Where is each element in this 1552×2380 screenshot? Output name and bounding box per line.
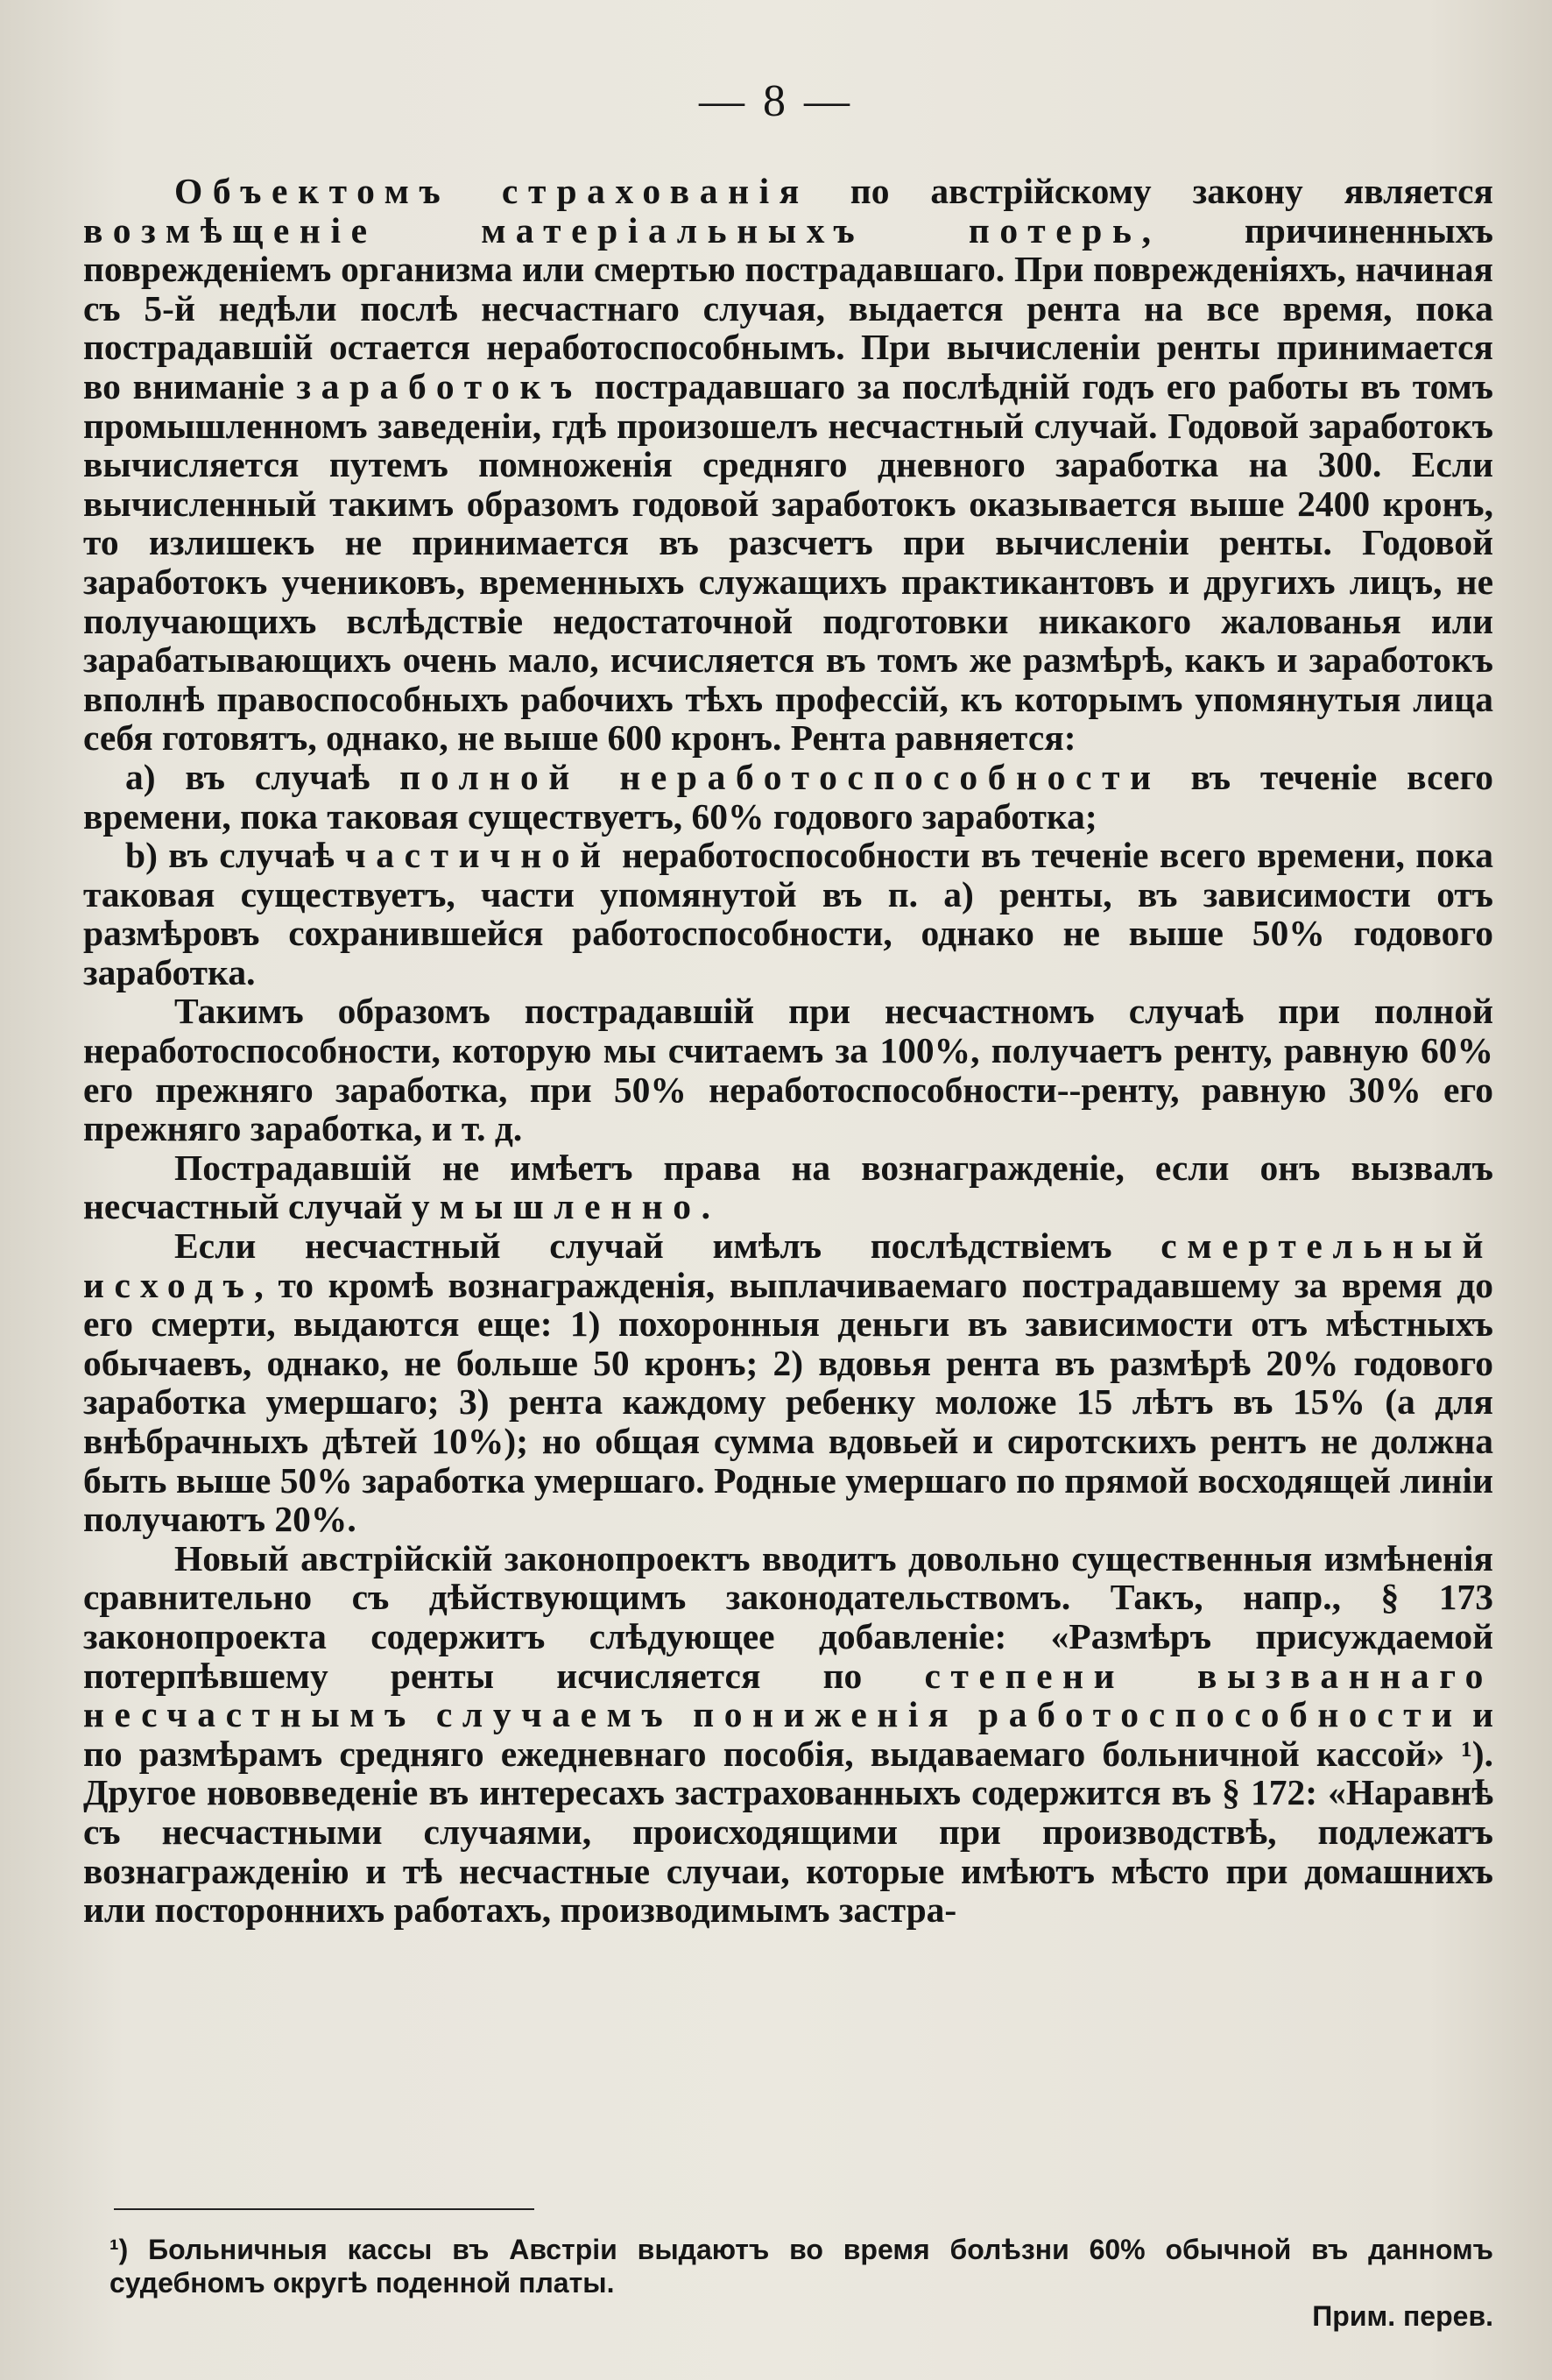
- text-run: Новый австрійскій законопроектъ вводитъ довольно существенныя измѣненія сравнительно съ дѣйствующимъ законодательствомъ. Такъ, напр., § 173 законопроекта содержитъ слѣдующее добавленіе: «Размѣръ присуждаемой потерпѣвшему ренты исчисляется по: [83, 1537, 1493, 1696]
- translator-note: Прим. перев.: [1312, 2300, 1493, 2332]
- text-run: а) въ случаѣ: [125, 756, 400, 797]
- paragraph: [83, 1539, 1493, 1930]
- footnote-divider: [114, 2208, 534, 2210]
- paragraph: [83, 172, 1493, 758]
- paragraph: [83, 836, 1493, 992]
- spaced-emphasis: Объектомъ страхованія: [174, 171, 809, 211]
- text-run: неработоспособности въ теченіе всего времени, пока таковая существуетъ, части упомянутой въ п. а) ренты, въ зависимости отъ размѣровъ сохранившейся работоспособности, однако не выше 50% годового заработка.: [83, 835, 1493, 992]
- text-run: по австрійскому закону является: [808, 171, 1493, 211]
- text-run: пострадавшаго за послѣдній годъ его работы въ томъ промышленномъ заведеніи, гдѣ произошелъ несчастный случай. Годовой заработокъ вычисляется путемъ помноженія средняго дневного заработка на 300. Если вычисленный такимъ образомъ годовой заработокъ оказывается выше 2400 кронъ, то излишекъ не принимается въ разсчетъ при вычисленіи ренты. Годовой заработокъ учениковъ, временныхъ служащихъ практикантовъ и другихъ лицъ, не получающихъ вслѣдствіе недостаточной подготовки никакого жалованья или зарабатывающихъ очень мало, исчисляется въ томъ же размѣрѣ, какъ и заработокъ вполнѣ правоспособныхъ рабочихъ тѣхъ профессій, къ которымъ упомянутыя лица себя готовятъ, однако, не выше 600 кронъ. Рента равняется:: [83, 365, 1493, 759]
- text-run: , причиненныхъ поврежденіемъ организма или смертью пострадавшаго. При поврежденіяхъ, начиная съ 5-й недѣли послѣ несчастнаго случая, выдается рента на все время, пока пострадавшій остается неработоспособнымъ. При вычисленіи ренты принимается во вниманіе: [83, 209, 1493, 406]
- paragraph: [83, 1148, 1493, 1226]
- footnote-text: ¹) Больничныя кассы въ Австріи выдаютъ во время болѣзни 60% обычной въ данномъ судебномъ округѣ поденной платы.: [109, 2234, 1493, 2299]
- spaced-emphasis: возмѣщеніе матеріальныхъ потерь: [83, 209, 1142, 251]
- text-run: , то кромѣ вознагражденія, выплачиваемаго пострадавшему за время до его смерти, выдаются еще: 1) похоронныя деньги въ зависимости отъ мѣстныхъ обычаевъ, однако, не больше 50 кронъ; 2) вдовья рента въ размѣрѣ 20% годового заработка умершаго; 3) рента каждому ребенку моложе 15 лѣтъ въ 15% (а для внѣбрачныхъ дѣтей 10%); но общая сумма вдовьей и сиротскихъ рентъ не должна быть выше 50% заработка умершаго. Родные умершаго по прямой восходящей линіи получаютъ 20%.: [83, 1264, 1493, 1540]
- text-run: Если несчастный случай имѣлъ послѣдствіемъ: [174, 1225, 1161, 1267]
- text-run: въ теченіе всего времени, пока таковая существуетъ, 60% годового заработка;: [83, 756, 1494, 837]
- footnote: [109, 2233, 1493, 2333]
- spaced-emphasis: умышленно: [411, 1186, 702, 1227]
- spaced-emphasis: полной неработоспособности: [399, 756, 1161, 797]
- spaced-emphasis: частичной: [345, 835, 611, 876]
- text-run: .: [701, 1186, 711, 1227]
- spaced-emphasis: заработокъ: [296, 365, 582, 406]
- text-run: Такимъ образомъ пострадавшій при несчастномъ случаѣ при полной неработоспособности, которую мы считаемъ за 100%, получаетъ ренту, равную 60% его прежняго заработка, при 50% неработоспособности--ренту, равную 30% его прежняго заработка, и т. д.: [83, 991, 1493, 1149]
- paragraph: [83, 992, 1493, 1148]
- paragraph: [83, 1226, 1493, 1539]
- page-number: — 8 —: [699, 76, 853, 126]
- text-run: и по размѣрамъ средняго ежедневнаго пособія, выдаваемаго больничной кассой» ¹). Другое нововведеніе въ интересахъ застрахованныхъ содержится въ § 172: «Наравнѣ съ несчастными случаями, происходящими при производствѣ, подлежатъ вознагражденію и тѣ несчастные случаи, которые имѣютъ мѣсто при домашнихъ или постороннихъ работахъ, производимымъ застра-: [83, 1694, 1493, 1931]
- main-text: [83, 172, 1493, 1930]
- paragraph: [83, 758, 1493, 836]
- spaced-emphasis: смертельный исходъ: [83, 1225, 1493, 1305]
- spaced-emphasis: степени вызваннаго несчастнымъ случаемъ пониженія работоспособности: [83, 1655, 1493, 1735]
- text-run: Пострадавшій не имѣетъ права на вознагражденіе, если онъ вызвалъ несчастный случай: [83, 1147, 1493, 1227]
- text-run: b) въ случаѣ: [125, 835, 346, 876]
